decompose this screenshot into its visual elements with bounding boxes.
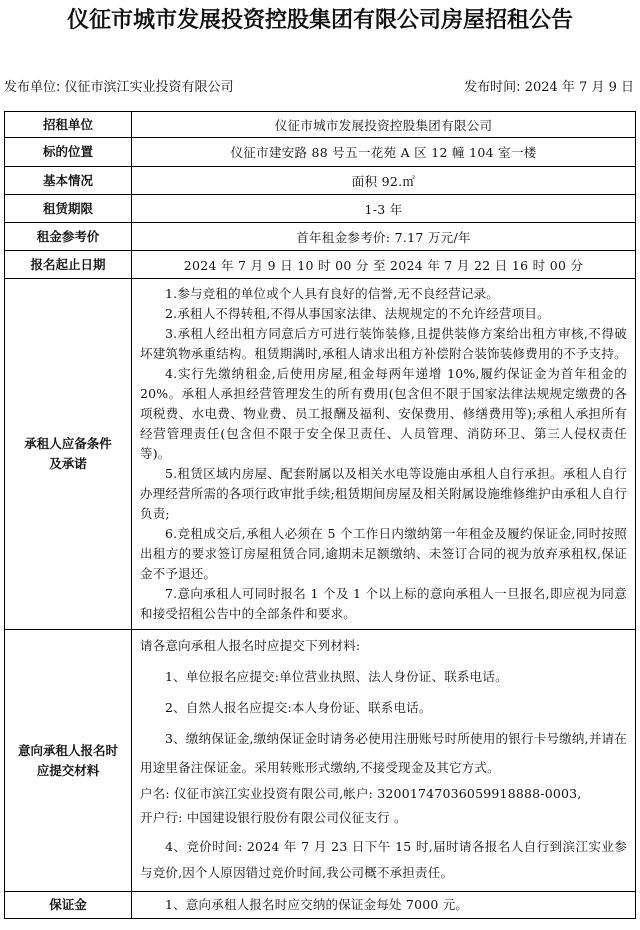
- publisher-label: 发布单位:: [4, 80, 61, 95]
- notice-table: [4, 111, 636, 919]
- condition-item: 4.实行先缴纳租金,后使用房屋,租金每两年递增 10%,履约保证金为首年租金的 20%。承租人承担经营管理发生的所有费用(包含但不限于国家法律法规规定缴费的各项税费、水电费、物业费、员工报酬及福利、安保费用、修缮费用等);承租人承担所有经营管理责任(包含但不限于安全保卫责任、人员管理、消防环卫、第三人侵权责任等)。: [140, 366, 627, 461]
- material-item: 1、单位报名应提交:单位营业执照、法人身份证、联系电话。: [165, 668, 508, 684]
- materials-label-line2: 应提交材料: [36, 762, 100, 778]
- materials-intro: 请各意向承租人报名时应提交下列材料:: [140, 637, 361, 653]
- material-item: 2、自然人报名应提交:本人身份证、联系电话。: [165, 699, 432, 715]
- material-item: 3、缴纳保证金,缴纳保证金时请务必使用注册账号时所使用的银行卡号缴纳,并请在用途里备注保证金。采用转账形式缴纳,不接受现金及其它方式。: [140, 730, 627, 775]
- materials-label: [5, 630, 132, 892]
- table-row: [5, 223, 636, 251]
- deposit-value: 1、意向承租人报名时应交纳的保证金每处 7000 元。: [165, 897, 469, 912]
- table-row: [5, 892, 636, 919]
- bank-info: 开户行: 中国建设银行股份有限公司仪征支行 。: [140, 809, 407, 825]
- materials-label-line1: 意向承租人报名时: [17, 742, 118, 758]
- table-row: [5, 167, 636, 195]
- condition-item: 5.租赁区域内房屋、配套附属以及相关水电等设施由承租人自行承担。承租人自行办理经营所需的各项行政审批手续;租赁期间房屋及相关附属设施维修维护由承租人自行负责;: [140, 466, 628, 521]
- conditions-label-line1: 承租人应备条件: [24, 436, 112, 451]
- dates-label: 报名起止日期: [5, 251, 132, 279]
- table-row: [5, 251, 636, 279]
- publish-time-value: 2024 年 7 月 9 日: [524, 80, 634, 95]
- term-value: 1-3 年: [132, 195, 636, 223]
- location-label: 标的位置: [5, 138, 132, 167]
- materials-content: [132, 630, 636, 892]
- table-row: [5, 279, 636, 630]
- conditions-content: [132, 279, 636, 630]
- price-value: 首年租金参考价: 7.17 万元/年: [132, 223, 636, 251]
- unit-label: 招租单位: [5, 112, 132, 138]
- publisher-line: [4, 79, 234, 97]
- deposit-content: [132, 892, 636, 919]
- publisher-value: 仪征市滨江实业投资有限公司: [64, 80, 234, 95]
- condition-item: 2.承租人不得转租,不得从事国家法律、法规规定的不允许经营项目。: [165, 306, 550, 321]
- price-label: 租金参考价: [5, 223, 132, 251]
- condition-item: 3.承租人经出租方同意后方可进行装饰装修,且提供装修方案给出租方审核,不得破坏建筑物承重结构。租赁期满时,承租人请求出租方补偿附合装饰装修费用的不予支持。: [140, 326, 627, 361]
- table-row: [5, 195, 636, 223]
- material-item: 4、竞价时间: 2024 年 7 月 23 日下午 15 时,届时请各报名人自行到滨江实业参与竞价,因个人原因错过竞价时间,我公司概不承担责任。: [140, 838, 627, 880]
- table-row: [5, 112, 636, 138]
- unit-value: 仪征市城市发展投资控股集团有限公司: [132, 112, 636, 138]
- table-row: [5, 630, 636, 892]
- location-value: 仪征市建安路 88 号五一花苑 A 区 12 幢 104 室一楼: [132, 138, 636, 167]
- term-label: 租赁期限: [5, 195, 132, 223]
- conditions-label-line2: 及承诺: [49, 456, 87, 471]
- publish-time-label: 发布时间:: [464, 80, 521, 95]
- page-title: 仪征市城市发展投资控股集团有限公司房屋招租公告: [66, 8, 573, 33]
- basic-label: 基本情况: [5, 167, 132, 195]
- condition-item: 6.竞租成交后,承租人必须在 5 个工作日内缴纳第一年租金及履约保证金,同时按照出租方的要求签订房屋租赁合同,逾期未足额缴纳、未签订合同的视为放弃承租权,保证金不予退还。: [140, 526, 627, 581]
- deposit-label: 保证金: [5, 892, 132, 919]
- basic-value: 面积 92.㎡: [132, 167, 636, 195]
- account-info: 户名: 仪征市滨江实业投资有限公司,帐户: 32001747036059918888-0003,: [140, 785, 582, 801]
- conditions-label: [5, 279, 132, 630]
- publish-time-line: [464, 79, 634, 97]
- condition-item: 1.参与竞租的单位或个人具有良好的信誉,无不良经营记录。: [165, 286, 500, 301]
- dates-value: 2024 年 7 月 9 日 10 时 00 分 至 2024 年 7 月 22 日 16 时 00 分: [132, 251, 636, 279]
- table-row: [5, 138, 636, 167]
- condition-item: 7.意向承租人可同时报名 1 个及 1 个以上标的意向承租人一旦报名,即应视为同意和接受招租公告中的全部条件和要求。: [140, 586, 627, 621]
